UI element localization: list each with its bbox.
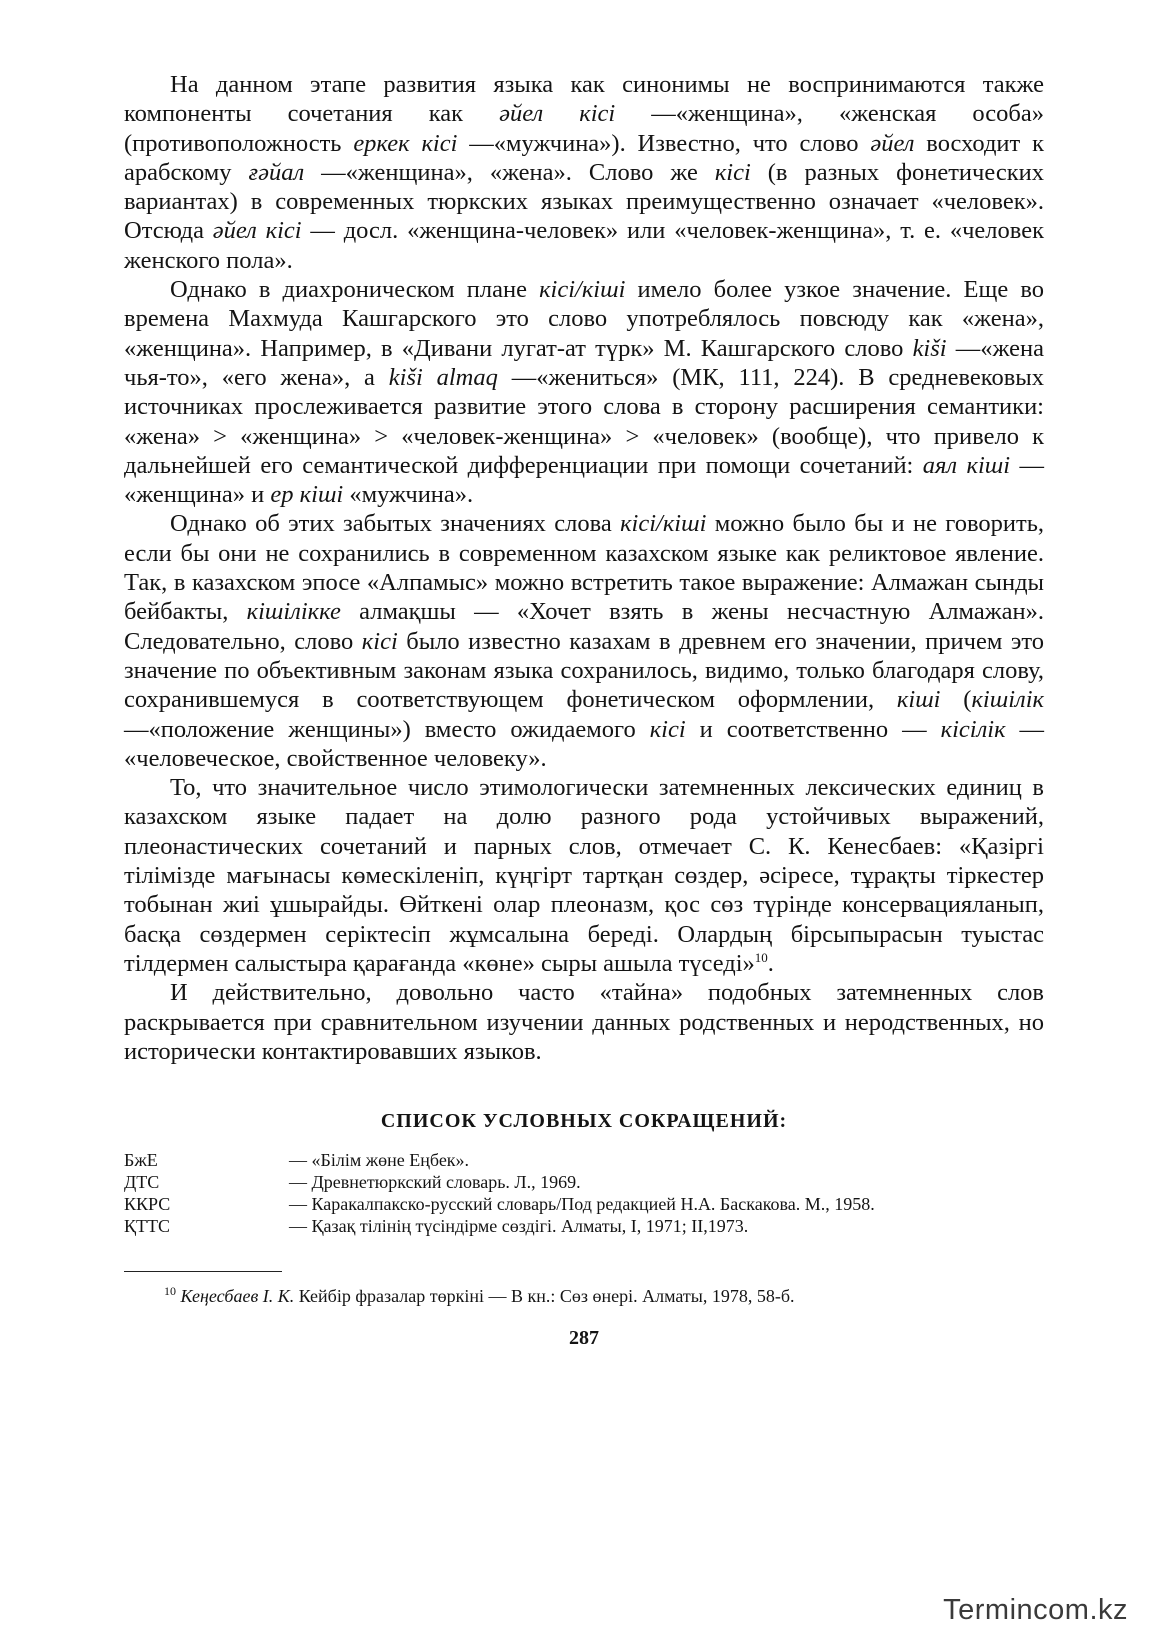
italic-term: kiši almaq xyxy=(388,363,498,391)
text-run: и соответственно — xyxy=(685,715,941,743)
text-run: (в разных фонетических вариантах) в современных тюркских языках преимущественно означает «человек». Отсюда xyxy=(124,158,1044,245)
text-run: —«жена чья-то», «его жена», а xyxy=(124,334,1044,391)
text-run: На данном этапе развития языка как синонимы не воспринимаются также компоненты сочетания как xyxy=(124,71,1044,128)
abbreviation-key: ҚТТС xyxy=(124,1216,171,1237)
paragraph xyxy=(124,509,1044,773)
text-run: . xyxy=(767,949,774,977)
text-run: И действительно, довольно часто «тайна» подобных затемненных слов раскрывается при сравнительном изучении данных родственных и неродственных, но исторически контактировавших языков. xyxy=(124,979,1044,1065)
italic-term: ғәйал xyxy=(248,158,305,186)
paragraph xyxy=(124,70,1044,275)
text-run: —«женщина», «жена». Слово же xyxy=(304,158,715,186)
paragraph xyxy=(124,773,1044,978)
italic-term: әйел кісі xyxy=(499,100,616,128)
italic-term: кісі xyxy=(361,627,398,655)
text-run: ( xyxy=(940,686,972,714)
text-run: — «человеческое, свойственное человеку». xyxy=(124,715,1045,772)
footnote-ref: 10 xyxy=(754,949,768,965)
italic-term: кішілікке xyxy=(246,598,341,626)
text-run: —«женщина», «женская особа» (противоположность xyxy=(124,100,1044,157)
text-run: — досл. «женщина-человек» или «человек-женщина», т. е. «человек женского пола». xyxy=(124,217,1044,274)
text-run: — «женщина» и xyxy=(124,451,1045,509)
site-watermark: Termincom.kz xyxy=(943,1594,1128,1626)
abbreviation-row xyxy=(124,1193,1044,1215)
italic-term: еркек кісі xyxy=(353,129,458,157)
abbreviation-value: — Қазақ тілінің түсіндірме сөздігі. Алматы, I, 1971; II,1973. xyxy=(289,1216,749,1237)
footnote-text: Кейбір фразалар төркіні — В кн.: Сөз өнері. Алматы, 1978, 58-б. xyxy=(294,1286,795,1307)
abbreviation-row xyxy=(124,1149,1044,1171)
text-run: —«мужчина»). Известно, что слово xyxy=(457,129,871,157)
page-number: 287 xyxy=(569,1327,599,1350)
text-run: восходит к арабскому xyxy=(124,129,1044,186)
text-run: алмақшы — «Хочет взять в жены несчастную Алмажан». Следовательно, слово xyxy=(124,598,1044,655)
italic-term: кісілік xyxy=(940,715,1006,743)
abbreviation-key: ДТС xyxy=(124,1172,160,1193)
paragraph xyxy=(124,275,1044,509)
text-run: имело более узкое значение. Еще во времена Махмуда Кашгарского это слово употреблялось повсюду как «жена», «женщина». Например, в «Дивани лугат-ат түрк» М. Кашгарского слово xyxy=(124,276,1044,362)
abbreviation-value: — Древнетюркский словарь. Л., 1969. xyxy=(289,1172,581,1193)
body-text xyxy=(124,70,1044,1066)
text-run: Однако в диахроническом плане xyxy=(170,276,540,304)
footnote xyxy=(124,1280,1044,1307)
italic-term: ер кіші xyxy=(270,481,344,509)
text-run: было известно казахам в древнем его значении, причем это значение по объективным законам языка сохранилось, видимо, только благодаря слову, сохранившемуся в соответствующем фонетическом оформлении, xyxy=(124,627,1044,714)
italic-term: кісі xyxy=(649,715,686,743)
italic-term: kiši xyxy=(912,334,947,362)
text-run: «мужчина». xyxy=(343,481,474,509)
italic-term: кісі xyxy=(714,158,751,186)
abbreviation-key: ККРС xyxy=(124,1194,171,1215)
abbreviation-row xyxy=(124,1215,1044,1237)
abbreviation-value: — «Білім жөне Еңбек». xyxy=(289,1150,470,1171)
text-run: То, что значительное число этимологически затемненных лексических единиц в казахском языке падает на долю разного рода устойчивых выражений, плеонастических сочетаний и парных слов, отмечает С. К. Кенесбаев: «Қазіргі тілімізде мағынасы көмескіленіп, күңгірт тартқан сөздер, әсіресе, тұрақты тіркестер тобынан жиі ұшырайды. Өйткені олар плеоназм, қос сөз түрінде консервацияланып, басқа сөздермен серіктесіп жұмсалына береді. Олардың бірсыпырасын туыстас тілдермен салыстыра қарағанда «көне» сыры ашыла түседі» xyxy=(124,774,1044,977)
footnote-divider xyxy=(124,1271,282,1272)
italic-term: кіші xyxy=(896,686,941,714)
text-run: Однако об этих забытых значениях слова xyxy=(170,510,621,538)
text-run: можно было бы и не говорить, если бы они не сохранились в современном казахском языке как реликтовое явление. Так, в казахском эпосе «Алпамыс» можно встретить такое выражение: Алмажан сынды бейбакты, xyxy=(124,510,1044,626)
footnote-number: 10 xyxy=(164,1284,176,1299)
abbreviations-title: СПИСОК УСЛОВНЫХ СОКРАЩЕНИЙ: xyxy=(380,1110,788,1133)
footnote-author: Кеңесбаев І. К. xyxy=(180,1286,295,1307)
italic-term: аял кіші xyxy=(922,451,1011,479)
paragraph xyxy=(124,978,1044,1066)
abbreviation-key: БжЕ xyxy=(124,1150,158,1171)
italic-term: кішілік xyxy=(971,686,1044,714)
abbreviation-row xyxy=(124,1171,1044,1193)
text-run: —«жениться» (МК, 111, 224). В средневековых источниках прослеживается развитие этого слова в сторону расширения семантики: «жена» > «женщина» > «человек-женщина» > «человек» (вообще), что привело к дальнейшей его семантической дифференциации при помощи сочетаний: xyxy=(124,363,1044,479)
italic-term: әйел кісі xyxy=(212,217,302,245)
italic-term: кісі/кіші xyxy=(539,276,626,304)
italic-term: әйел xyxy=(870,129,915,157)
text-run: —«положение женщины») вместо ожидаемого xyxy=(124,715,650,743)
document-page xyxy=(124,70,1044,1350)
abbreviation-value: — Каракалпакско-русский словарь/Под редакцией Н.А. Баскакова. М., 1958. xyxy=(289,1194,875,1215)
italic-term: кісі/кіші xyxy=(620,510,707,538)
abbreviations-list xyxy=(124,1149,1044,1237)
